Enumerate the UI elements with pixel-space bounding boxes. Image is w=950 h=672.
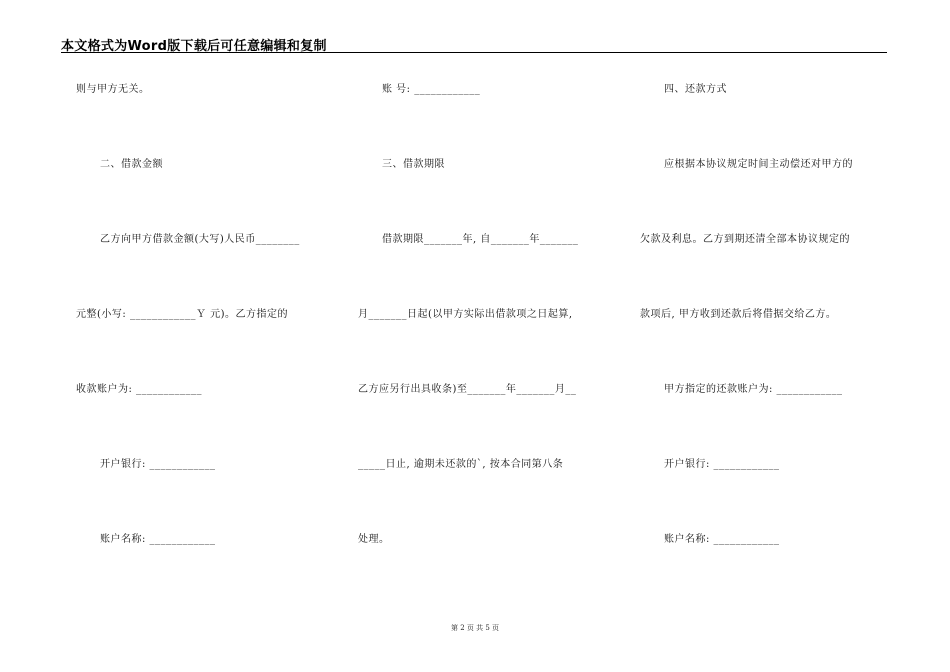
left-section-heading-amount: 二、借款金额: [100, 159, 163, 170]
middle-section-heading-term: 三、借款期限: [382, 159, 445, 170]
right-line-3: 欠款及利息。乙方到期还清全部本协议规定的: [640, 234, 850, 245]
right-line-7: 账户名称: ____________: [664, 534, 780, 545]
header-divider: [61, 52, 887, 53]
right-section-heading-repayment: 四、还款方式: [664, 84, 727, 95]
middle-line-6: _____日止, 逾期未还款的`, 按本合同第八条: [358, 459, 564, 470]
page-header-title: 本文格式为Word版下载后可任意编辑和复制: [61, 39, 327, 54]
middle-line-1: 账 号: ____________: [382, 84, 481, 95]
right-line-5: 甲方指定的还款账户为: ____________: [664, 384, 843, 395]
middle-line-7: 处理。: [358, 534, 390, 545]
left-line-7: 账户名称: ____________: [100, 534, 216, 545]
left-line-1: 则与甲方无关。: [76, 84, 150, 95]
left-line-5: 收款账户为: ____________: [76, 384, 203, 395]
left-line-6: 开户银行: ____________: [100, 459, 216, 470]
middle-line-5: 乙方应另行出具收条)至_______年_______月__: [358, 384, 577, 395]
left-line-3: 乙方向甲方借款金额(大写)人民币________: [100, 234, 300, 245]
middle-line-3: 借款期限_______年, 自_______年_______: [382, 234, 579, 245]
right-line-6: 开户银行: ____________: [664, 459, 780, 470]
right-line-2: 应根据本协议规定时间主动偿还对甲方的: [664, 159, 853, 170]
page-number-footer: 第 2 页 共 5 页: [450, 624, 500, 632]
middle-line-4: 月_______日起(以甲方实际出借款项之日起算,: [358, 309, 573, 320]
left-line-4: 元整(小写: ____________Ｙ 元)。乙方指定的: [76, 309, 289, 320]
right-line-4: 款项后, 甲方收到还款后将借据交给乙方。: [640, 309, 837, 320]
